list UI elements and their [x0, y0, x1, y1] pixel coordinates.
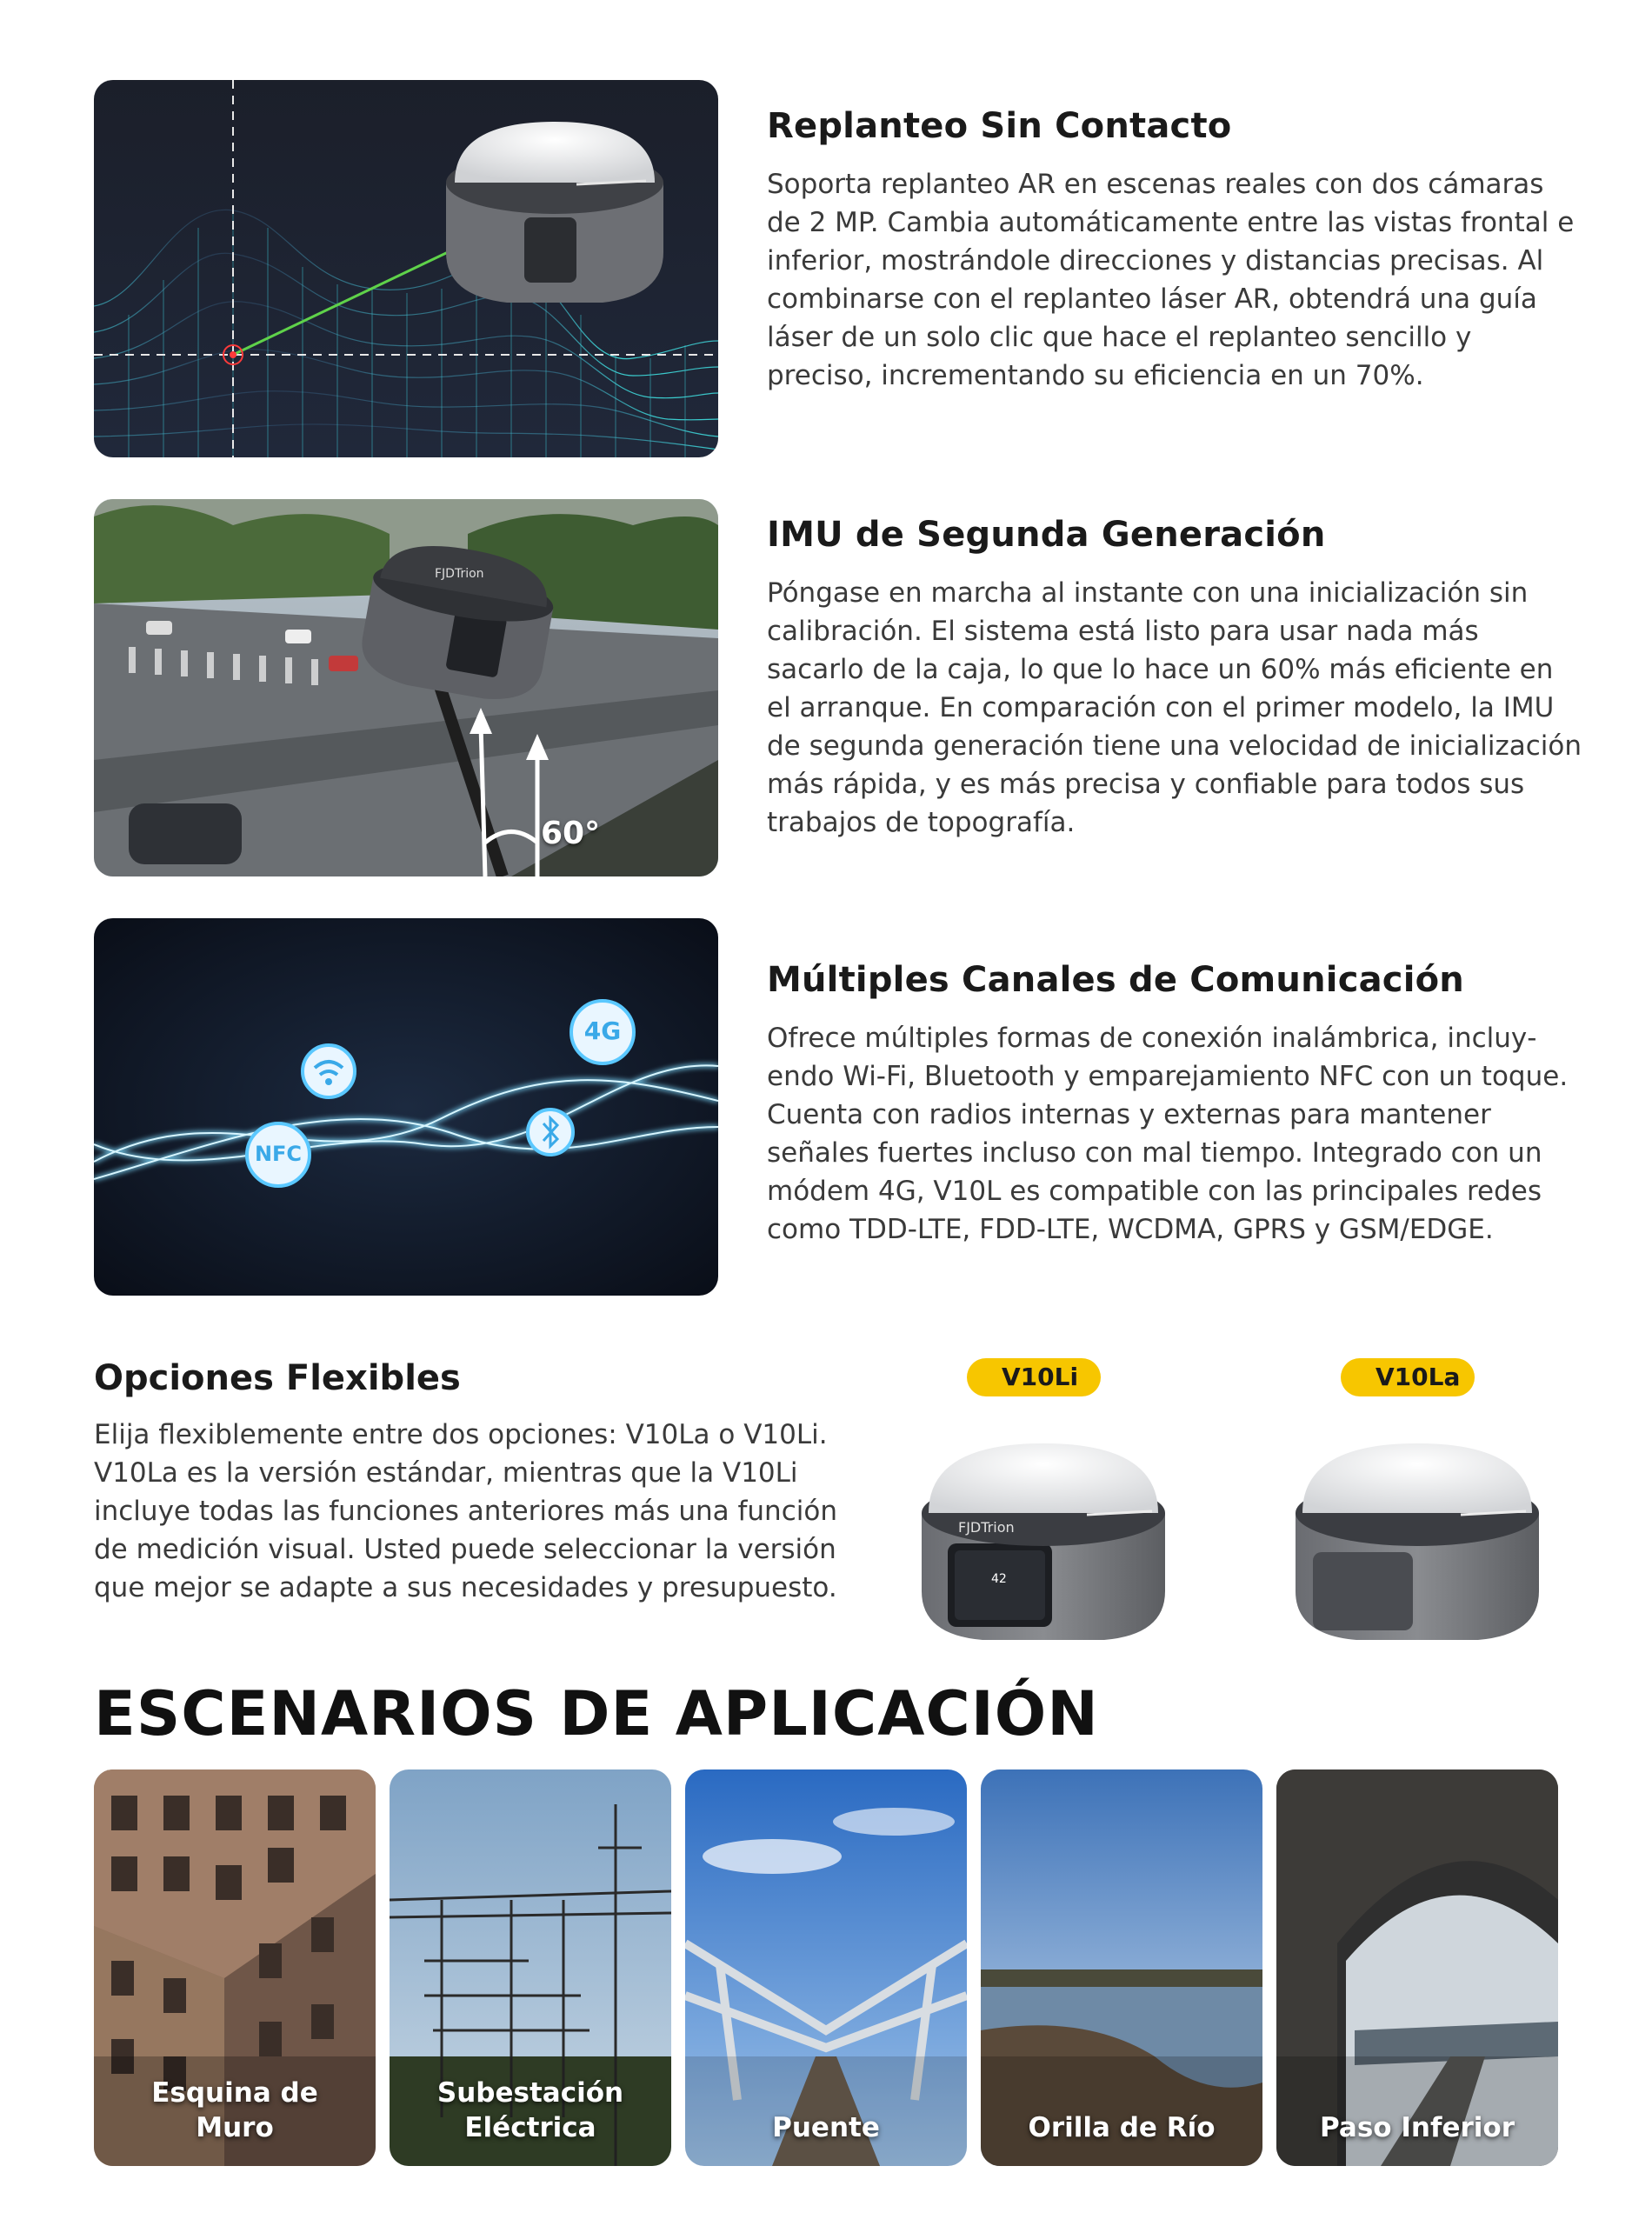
- feature-description: Ofrece múltiples formas de conexión inalámbrica, incluyendo Wi-Fi, Bluetooth y emparejamiento NFC con un toque. Cuenta con radios internas y externas para mantener señales fuertes incluso con mal tiempo. Integrado con un módem 4G, V10L es compatible con las principales redes como TDD-LTE, FDD-LTE, WCDMA, GPRS y GSM/EDGE.: [767, 1023, 1569, 1245]
- flexible-description: Elija flexiblemente entre dos opciones: V10La o V10Li. V10La es la versión estándar, mientras que la V10Li incluye todas las funciones anteriores más una función de medición visual. Usted puede seleccionar la versión que mejor se adapte a sus necesidades y presupuesto.: [94, 1419, 837, 1603]
- scenario-bridge: [685, 1769, 967, 2166]
- scenario-label: Esquina de Muro: [151, 2077, 318, 2143]
- communication-image: [94, 918, 718, 1296]
- feature-description: Póngase en marcha al instante con una inicialización sin calibración. El sistema está listo para usar nada más sacarlo de la caja, lo que lo hace un 60% más eficiente en el arranque. En comparación con el primer modelo, la IMU de segunda generación tiene una velocidad de inicialización más rápida, y es más precisa y confiable para todos sus trabajos de topografía.: [767, 577, 1582, 838]
- receiver-brand: FJDTrion: [958, 1519, 1015, 1536]
- receiver-v10la-image: [1278, 1417, 1556, 1661]
- angle-label: 60°: [541, 816, 601, 851]
- nfc-label: NFC: [254, 1142, 303, 1166]
- ar-stakeout-image: [94, 80, 718, 457]
- scenario-riverbank: [981, 1769, 1262, 2166]
- model-badge-v10la: V10La: [1341, 1358, 1475, 1396]
- scenarios-heading: ESCENARIOS DE APLICACIÓN: [94, 1678, 1099, 1749]
- model-badge-v10li: V10Li: [967, 1358, 1101, 1396]
- feature-title: IMU de Segunda Generación: [767, 515, 1326, 555]
- scenario-substation: [390, 1769, 671, 2166]
- feature-title: Múltiples Canales de Comunicación: [767, 960, 1464, 1000]
- receiver-brand: FJDTrion: [435, 567, 484, 581]
- scenario-label: Paso Inferior: [1320, 2112, 1515, 2143]
- scenario-underpass: [1276, 1769, 1558, 2166]
- imu-image: [94, 499, 718, 876]
- screen-value: 42: [991, 1572, 1007, 1586]
- bluetooth-icon: [528, 1110, 573, 1155]
- scenario-label: Subestación Eléctrica: [436, 2077, 624, 2143]
- lte-label: 4G: [583, 1016, 622, 1045]
- wifi-icon: [303, 1045, 355, 1097]
- scenario-wall-corner: [94, 1769, 376, 2166]
- scenario-label: Orilla de Río: [1028, 2112, 1216, 2143]
- feature-title: Replanteo Sin Contacto: [767, 106, 1232, 146]
- feature-imu: [767, 515, 1584, 842]
- scenario-label: Puente: [772, 2112, 880, 2143]
- feature-ar-stakeout: [767, 106, 1584, 395]
- feature-communication: [767, 960, 1584, 1249]
- receiver-v10li-image: [904, 1417, 1182, 1661]
- feature-description: Soporta replanteo AR en escenas reales con dos cámaras de 2 MP. Cambia automáticamente entre las vistas frontal e inferior, mostrándole direcciones y distancias precisas. Al combinarse con el replanteo láser AR, obtendrá una guía láser de un solo clic que hace el replanteo sencillo y preciso, incrementando su eficiencia en un 70%.: [767, 169, 1575, 391]
- flexible-title: Opciones Flexibles: [94, 1358, 461, 1398]
